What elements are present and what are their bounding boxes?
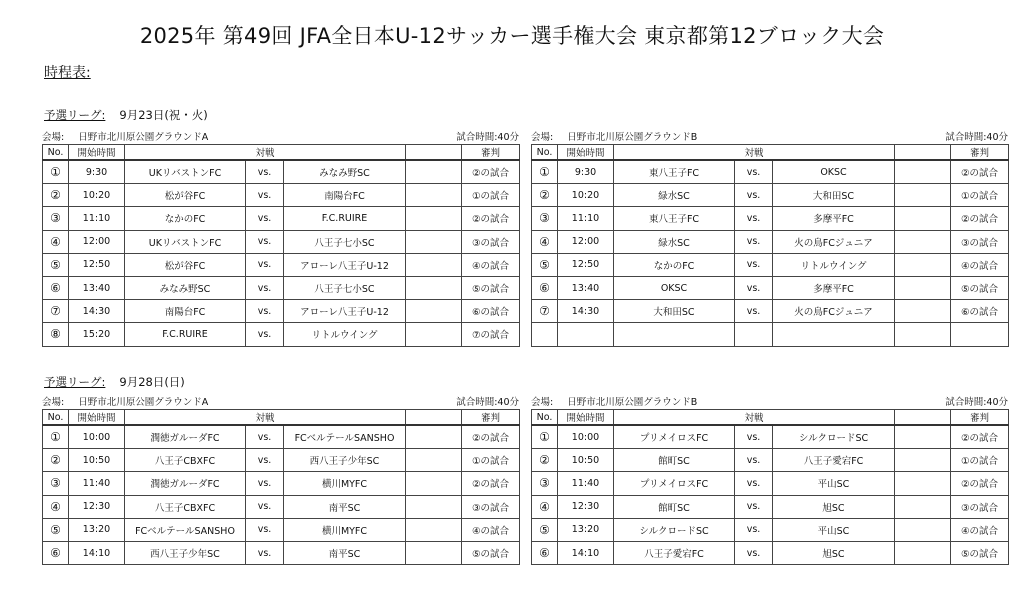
home-team: 八王子愛宕FC <box>614 541 735 564</box>
table-row <box>43 425 520 449</box>
schedule-table <box>42 409 520 565</box>
header-referee: 審判 <box>951 145 1009 161</box>
blank-cell <box>895 518 951 541</box>
blank-cell <box>895 472 951 495</box>
match-number: ⑥ <box>532 541 558 564</box>
away-team: 八王子七小SC <box>284 230 406 253</box>
league-label: 予選リーグ: <box>44 108 106 122</box>
match-number: ③ <box>43 207 69 230</box>
blank-cell <box>895 160 951 184</box>
away-team: 八王子愛宕FC <box>773 449 895 472</box>
start-time: 12:30 <box>69 495 125 518</box>
table-row <box>532 160 1009 184</box>
start-time: 13:40 <box>69 276 125 299</box>
referee: ①の試合 <box>462 184 520 207</box>
match-number: ④ <box>532 230 558 253</box>
vs-label: vs. <box>735 300 773 323</box>
blank-cell <box>406 160 462 184</box>
home-team: なかのFC <box>614 253 735 276</box>
header-referee: 審判 <box>462 145 520 161</box>
table-row <box>43 541 520 564</box>
away-team: リトルウイング <box>773 253 895 276</box>
vs-label: vs. <box>246 276 284 299</box>
venue-label: 会場: <box>42 132 65 143</box>
schedule-block <box>42 129 519 347</box>
away-team: 南平SC <box>284 495 406 518</box>
referee: ①の試合 <box>462 449 520 472</box>
blank-cell <box>406 184 462 207</box>
date-label: 9月23日(祝・火) <box>119 108 208 122</box>
blank-cell <box>406 518 462 541</box>
match-duration: 試合時間:40分 <box>456 397 519 408</box>
blank-cell <box>895 323 951 346</box>
away-team: 横川MYFC <box>284 472 406 495</box>
schedule-block <box>42 394 519 565</box>
vs-label: vs. <box>246 541 284 564</box>
away-team: OKSC <box>773 160 895 184</box>
home-team: 潤徳ガルーダFC <box>125 472 246 495</box>
referee: ⑥の試合 <box>951 300 1009 323</box>
vs-label: vs. <box>735 160 773 184</box>
venue-info <box>42 129 208 143</box>
venue-info <box>42 394 208 408</box>
blank-cell <box>895 541 951 564</box>
vs-label: vs. <box>735 425 773 449</box>
home-team: みなみ野SC <box>125 276 246 299</box>
start-time: 10:00 <box>558 425 614 449</box>
away-team: 八王子七小SC <box>284 276 406 299</box>
header-match: 対戦 <box>614 145 895 161</box>
vs-label: vs. <box>246 472 284 495</box>
schedule-block <box>531 129 1008 347</box>
blank-cell <box>406 300 462 323</box>
venue-row <box>531 394 1008 409</box>
away-team: F.C.RUIRE <box>284 207 406 230</box>
away-team: 旭SC <box>773 541 895 564</box>
away-team: 横川MYFC <box>284 518 406 541</box>
start-time: 14:10 <box>69 541 125 564</box>
home-team: UKリバストンFC <box>125 160 246 184</box>
away-team: 火の鳥FCジュニア <box>773 300 895 323</box>
vs-label: vs. <box>246 495 284 518</box>
date-label: 9月28日(日) <box>119 375 185 389</box>
away-team: 火の鳥FCジュニア <box>773 230 895 253</box>
away-team: アローレ八王子U-12 <box>284 300 406 323</box>
match-number: ① <box>43 160 69 184</box>
blank-cell <box>406 425 462 449</box>
home-team: 大和田SC <box>614 300 735 323</box>
home-team: FCベルテールSANSHO <box>125 518 246 541</box>
vs-label: vs. <box>246 300 284 323</box>
table-row <box>43 253 520 276</box>
away-team: 多摩平FC <box>773 207 895 230</box>
start-time: 10:20 <box>558 184 614 207</box>
table-row <box>43 230 520 253</box>
header-row <box>532 410 1009 426</box>
table-row <box>532 495 1009 518</box>
table-row <box>532 425 1009 449</box>
away-team: 平山SC <box>773 472 895 495</box>
referee: ⑤の試合 <box>462 276 520 299</box>
blank-cell <box>406 323 462 346</box>
header-no: No. <box>532 145 558 161</box>
vs-label: vs. <box>735 207 773 230</box>
header-referee-spacer <box>895 145 951 161</box>
referee: ⑤の試合 <box>951 276 1009 299</box>
schedule-block <box>531 394 1008 565</box>
start-time: 14:10 <box>558 541 614 564</box>
referee: ⑤の試合 <box>951 541 1009 564</box>
table-row <box>532 449 1009 472</box>
start-time: 12:30 <box>558 495 614 518</box>
start-time: 12:50 <box>558 253 614 276</box>
referee: ③の試合 <box>462 495 520 518</box>
vs-label: vs. <box>735 449 773 472</box>
referee: ②の試合 <box>951 425 1009 449</box>
vs-label: vs. <box>735 518 773 541</box>
venue-label: 会場: <box>42 397 65 408</box>
referee: ②の試合 <box>462 207 520 230</box>
away-team: リトルウイング <box>284 323 406 346</box>
start-time: 10:50 <box>69 449 125 472</box>
vs-label: vs. <box>735 495 773 518</box>
header-referee: 審判 <box>462 410 520 426</box>
start-time: 12:00 <box>69 230 125 253</box>
vs-label: vs. <box>246 160 284 184</box>
referee: ④の試合 <box>951 253 1009 276</box>
header-match: 対戦 <box>125 145 406 161</box>
vs-label: vs. <box>735 276 773 299</box>
header-row <box>43 410 520 426</box>
blank-cell <box>406 495 462 518</box>
referee: ③の試合 <box>951 230 1009 253</box>
start-time: 14:30 <box>558 300 614 323</box>
blank-cell <box>895 207 951 230</box>
away-team: 多摩平FC <box>773 276 895 299</box>
table-row <box>43 184 520 207</box>
home-team: 松が谷FC <box>125 253 246 276</box>
match-number: ⑦ <box>532 300 558 323</box>
referee: ③の試合 <box>462 230 520 253</box>
day-heading-1 <box>44 107 208 123</box>
venue-info <box>531 394 697 408</box>
home-team: F.C.RUIRE <box>125 323 246 346</box>
away-team <box>773 323 895 346</box>
referee: ⑤の試合 <box>462 541 520 564</box>
match-number: ② <box>43 184 69 207</box>
table-row <box>43 449 520 472</box>
venue-info <box>531 129 697 143</box>
header-start-time: 開始時間 <box>558 410 614 426</box>
start-time: 10:00 <box>69 425 125 449</box>
referee: ①の試合 <box>951 449 1009 472</box>
header-referee-spacer <box>895 410 951 426</box>
match-duration: 試合時間:40分 <box>456 132 519 143</box>
start-time: 11:40 <box>69 472 125 495</box>
header-referee: 審判 <box>951 410 1009 426</box>
match-number: ② <box>532 184 558 207</box>
vs-label <box>735 323 773 346</box>
home-team: 潤徳ガルーダFC <box>125 425 246 449</box>
schedule-heading: 時程表: <box>44 65 91 81</box>
match-number: ④ <box>532 495 558 518</box>
vs-label: vs. <box>246 253 284 276</box>
vs-label: vs. <box>735 230 773 253</box>
table-row <box>532 472 1009 495</box>
blank-cell <box>406 253 462 276</box>
blank-cell <box>895 449 951 472</box>
vs-label: vs. <box>246 449 284 472</box>
page-title: 2025年 第49回 JFA全日本U-12サッカー選手権大会 東京都第12ブロック大会 <box>139 24 885 48</box>
venue-name: 日野市北川原公園グラウンドA <box>78 132 209 143</box>
header-start-time: 開始時間 <box>558 145 614 161</box>
start-time: 13:40 <box>558 276 614 299</box>
table-row <box>43 495 520 518</box>
home-team: UKリバストンFC <box>125 230 246 253</box>
header-start-time: 開始時間 <box>69 410 125 426</box>
match-duration: 試合時間:40分 <box>945 132 1008 143</box>
match-number: ② <box>532 449 558 472</box>
away-team: みなみ野SC <box>284 160 406 184</box>
home-team: 西八王子少年SC <box>125 541 246 564</box>
vs-label: vs. <box>246 323 284 346</box>
vs-label: vs. <box>246 230 284 253</box>
table-row <box>532 253 1009 276</box>
table-row <box>532 207 1009 230</box>
match-number <box>532 323 558 346</box>
blank-cell <box>406 207 462 230</box>
start-time: 11:10 <box>558 207 614 230</box>
header-no: No. <box>43 145 69 161</box>
venue-name: 日野市北川原公園グラウンドA <box>78 397 209 408</box>
table-row <box>43 323 520 346</box>
match-number: ② <box>43 449 69 472</box>
schedule-table <box>531 409 1009 565</box>
start-time: 10:50 <box>558 449 614 472</box>
start-time: 13:20 <box>558 518 614 541</box>
header-referee-spacer <box>406 145 462 161</box>
header-row <box>532 145 1009 161</box>
match-number: ① <box>43 425 69 449</box>
referee: ②の試合 <box>951 207 1009 230</box>
table-row <box>532 184 1009 207</box>
table-row <box>43 276 520 299</box>
home-team: 緑水SC <box>614 184 735 207</box>
start-time: 11:10 <box>69 207 125 230</box>
venue-label: 会場: <box>531 132 554 143</box>
match-duration: 試合時間:40分 <box>945 397 1008 408</box>
start-time: 9:30 <box>558 160 614 184</box>
header-match: 対戦 <box>614 410 895 426</box>
table-row <box>43 207 520 230</box>
home-team: 館町SC <box>614 495 735 518</box>
referee: ②の試合 <box>951 472 1009 495</box>
match-number: ③ <box>532 472 558 495</box>
blank-cell <box>406 541 462 564</box>
home-team: 東八王子FC <box>614 160 735 184</box>
start-time: 12:50 <box>69 253 125 276</box>
match-number: ⑤ <box>532 253 558 276</box>
table-row <box>43 300 520 323</box>
blank-cell <box>895 230 951 253</box>
table-row <box>43 472 520 495</box>
match-number: ③ <box>43 472 69 495</box>
referee: ②の試合 <box>462 425 520 449</box>
away-team: 西八王子少年SC <box>284 449 406 472</box>
start-time: 9:30 <box>69 160 125 184</box>
table-row <box>43 518 520 541</box>
blank-cell <box>895 425 951 449</box>
header-start-time: 開始時間 <box>69 145 125 161</box>
home-team: 緑水SC <box>614 230 735 253</box>
league-label: 予選リーグ: <box>44 375 106 389</box>
away-team: シルクロードSC <box>773 425 895 449</box>
vs-label: vs. <box>246 425 284 449</box>
match-number: ⑥ <box>43 276 69 299</box>
start-time: 10:20 <box>69 184 125 207</box>
match-number: ③ <box>532 207 558 230</box>
away-team: 旭SC <box>773 495 895 518</box>
home-team: 松が谷FC <box>125 184 246 207</box>
match-number: ④ <box>43 495 69 518</box>
home-team: 八王子CBXFC <box>125 495 246 518</box>
schedule-table <box>42 144 520 347</box>
match-number: ① <box>532 425 558 449</box>
home-team: なかのFC <box>125 207 246 230</box>
blank-cell <box>406 230 462 253</box>
away-team: 平山SC <box>773 518 895 541</box>
referee: ①の試合 <box>951 184 1009 207</box>
venue-name: 日野市北川原公園グラウンドB <box>567 132 698 143</box>
match-number: ⑤ <box>532 518 558 541</box>
referee: ④の試合 <box>462 518 520 541</box>
start-time: 11:40 <box>558 472 614 495</box>
away-team: FCベルテールSANSHO <box>284 425 406 449</box>
match-number: ⑤ <box>43 518 69 541</box>
blank-cell <box>895 300 951 323</box>
vs-label: vs. <box>246 207 284 230</box>
match-number: ④ <box>43 230 69 253</box>
table-row <box>532 276 1009 299</box>
venue-row <box>42 394 519 409</box>
vs-label: vs. <box>735 541 773 564</box>
venue-label: 会場: <box>531 397 554 408</box>
referee <box>951 323 1009 346</box>
vs-label: vs. <box>735 184 773 207</box>
home-team: 東八王子FC <box>614 207 735 230</box>
match-number: ① <box>532 160 558 184</box>
start-time: 15:20 <box>69 323 125 346</box>
day-heading-2 <box>44 374 185 390</box>
referee: ④の試合 <box>951 518 1009 541</box>
blank-cell <box>895 184 951 207</box>
blank-cell <box>406 276 462 299</box>
vs-label: vs. <box>246 518 284 541</box>
match-number: ⑤ <box>43 253 69 276</box>
home-team: プリメイロスFC <box>614 472 735 495</box>
header-referee-spacer <box>406 410 462 426</box>
home-team: 館町SC <box>614 449 735 472</box>
blank-cell <box>406 449 462 472</box>
home-team: 南陽台FC <box>125 300 246 323</box>
referee: ②の試合 <box>951 160 1009 184</box>
table-row <box>43 160 520 184</box>
table-row <box>532 323 1009 346</box>
away-team: アローレ八王子U-12 <box>284 253 406 276</box>
table-row <box>532 230 1009 253</box>
table-row <box>532 300 1009 323</box>
referee: ⑦の試合 <box>462 323 520 346</box>
referee: ②の試合 <box>462 472 520 495</box>
match-number: ⑧ <box>43 323 69 346</box>
referee: ④の試合 <box>462 253 520 276</box>
referee: ③の試合 <box>951 495 1009 518</box>
start-time: 12:00 <box>558 230 614 253</box>
vs-label: vs. <box>246 184 284 207</box>
blank-cell <box>895 253 951 276</box>
header-match: 対戦 <box>125 410 406 426</box>
start-time: 14:30 <box>69 300 125 323</box>
home-team: シルクロードSC <box>614 518 735 541</box>
vs-label: vs. <box>735 253 773 276</box>
referee: ⑥の試合 <box>462 300 520 323</box>
blank-cell <box>406 472 462 495</box>
away-team: 南陽台FC <box>284 184 406 207</box>
table-row <box>532 518 1009 541</box>
vs-label: vs. <box>735 472 773 495</box>
match-number: ⑥ <box>43 541 69 564</box>
header-no: No. <box>532 410 558 426</box>
table-row <box>532 541 1009 564</box>
home-team: OKSC <box>614 276 735 299</box>
schedule-table <box>531 144 1009 347</box>
blank-cell <box>895 495 951 518</box>
start-time: 13:20 <box>69 518 125 541</box>
venue-row <box>42 129 519 144</box>
away-team: 大和田SC <box>773 184 895 207</box>
home-team: 八王子CBXFC <box>125 449 246 472</box>
header-row <box>43 145 520 161</box>
venue-name: 日野市北川原公園グラウンドB <box>567 397 698 408</box>
start-time <box>558 323 614 346</box>
match-number: ⑥ <box>532 276 558 299</box>
home-team <box>614 323 735 346</box>
venue-row <box>531 129 1008 144</box>
away-team: 南平SC <box>284 541 406 564</box>
referee: ②の試合 <box>462 160 520 184</box>
home-team: プリメイロスFC <box>614 425 735 449</box>
blank-cell <box>895 276 951 299</box>
match-number: ⑦ <box>43 300 69 323</box>
header-no: No. <box>43 410 69 426</box>
